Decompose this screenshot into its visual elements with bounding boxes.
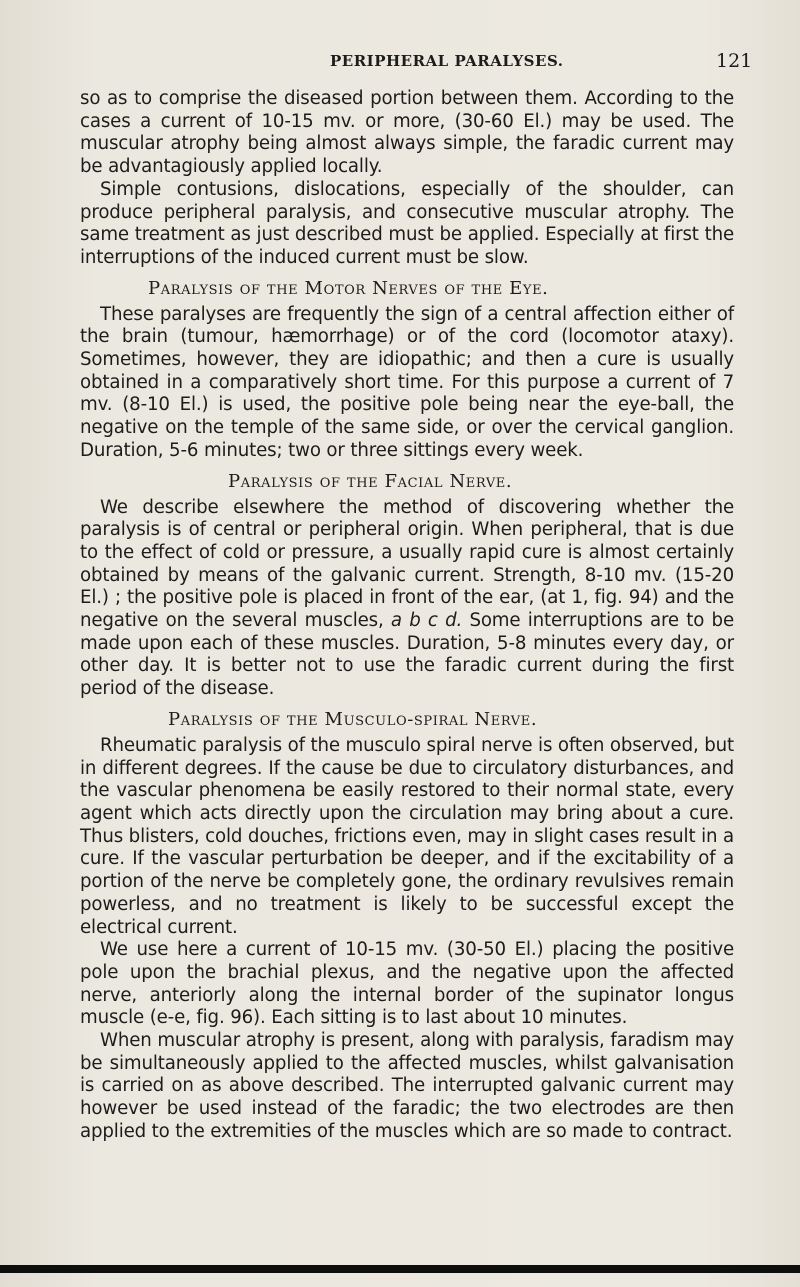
paragraph: We use here a current of 10-15 mv. (30-50 El.) placing the positive pole upon the brachial plexus, and the negative upon the affected nerve, anteriorly along the internal border of the supinator longus muscle (e-e, fig. 96). Each sitting is to last about 10 minutes. <box>80 939 734 1029</box>
paragraph <box>80 497 734 701</box>
page-body <box>80 88 734 1144</box>
running-head: PERIPHERAL PARALYSES. <box>330 52 564 70</box>
section-heading: Paralysis of the Motor Nerves of the Eye. <box>148 277 549 299</box>
paragraph: These paralyses are frequently the sign of a central affection either of the brain (tumour, hæmorrhage) or of the cord (locomotor ataxy). Sometimes, however, they are idiopathic; and then a cure is usually obtained in a comparatively short time. For this purpose a current of 7 mv. (8-10 El.) is used, the positive pole being near the eye-ball, the negative on the temple of the same side, or over the cervical ganglion. Duration, 5-6 minutes; two or three sittings every week. <box>80 303 734 461</box>
section-heading: Paralysis of the Musculo-spiral Nerve. <box>168 708 538 730</box>
page-header <box>0 52 800 76</box>
paragraph: When muscular atrophy is present, along with paralysis, faradism may be simultaneously applied to the affected muscles, whilst galvanisation is carried on as above described. The interrupted galvanic current may however be used instead of the faradic; the two electrodes are then applied to the extremities of the muscles which are so made to contract. <box>80 1030 734 1142</box>
paragraph: Simple contusions, dislocations, especially of the shoulder, can produce peripheral paralysis, and consecutive muscular atrophy. The same treatment as just described must be applied. Especially at first the interruptions of the induced current must be slow. <box>80 178 734 268</box>
paragraph: Rheumatic paralysis of the musculo spiral nerve is often observed, but in different degrees. If the cause be due to circulatory disturbances, and the vascular phenomena be easily restored to their normal state, every agent which acts directly upon the circulation may bring about a cure. Thus blisters, cold douches, frictions even, may in slight cases result in a cure. If the vascular perturbation be deeper, and if the excitability of a portion of the nerve be completely gone, the ordinary revulsives remain powerless, and no treatment is likely to be successful except the electrical current. <box>80 734 734 938</box>
page-number: 121 <box>716 50 753 72</box>
scan-edge-rule <box>0 1265 800 1273</box>
section-heading: Paralysis of the Facial Nerve. <box>228 470 513 492</box>
italic-letters: a b c d. <box>390 610 463 632</box>
paragraph: so as to comprise the diseased portion between them. According to the cases a current of 10-15 mv. or more, (30-60 El.) may be used. The muscular atrophy being almost always simple, the faradic current may be advantagiously applied locally. <box>80 88 734 178</box>
paragraph-text: Some interruptions are to be made upon each of these muscles. Duration, 5-8 minutes every day, or other day. It is better not to use the faradic current during the first period of the disease. <box>80 610 734 700</box>
paragraph-text: We describe elsewhere the method of discovering whether the paralysis is of central or peripheral origin. When peripheral, that is due to the effect of cold or pressure, a usually rapid cure is almost certainly obtained by means of the galvanic current. Strength, 8-10 mv. (15-20 El.) ; the positive pole is placed in front of the ear, (at 1, fig. 94) and the negative on the several muscles, <box>80 496 734 632</box>
